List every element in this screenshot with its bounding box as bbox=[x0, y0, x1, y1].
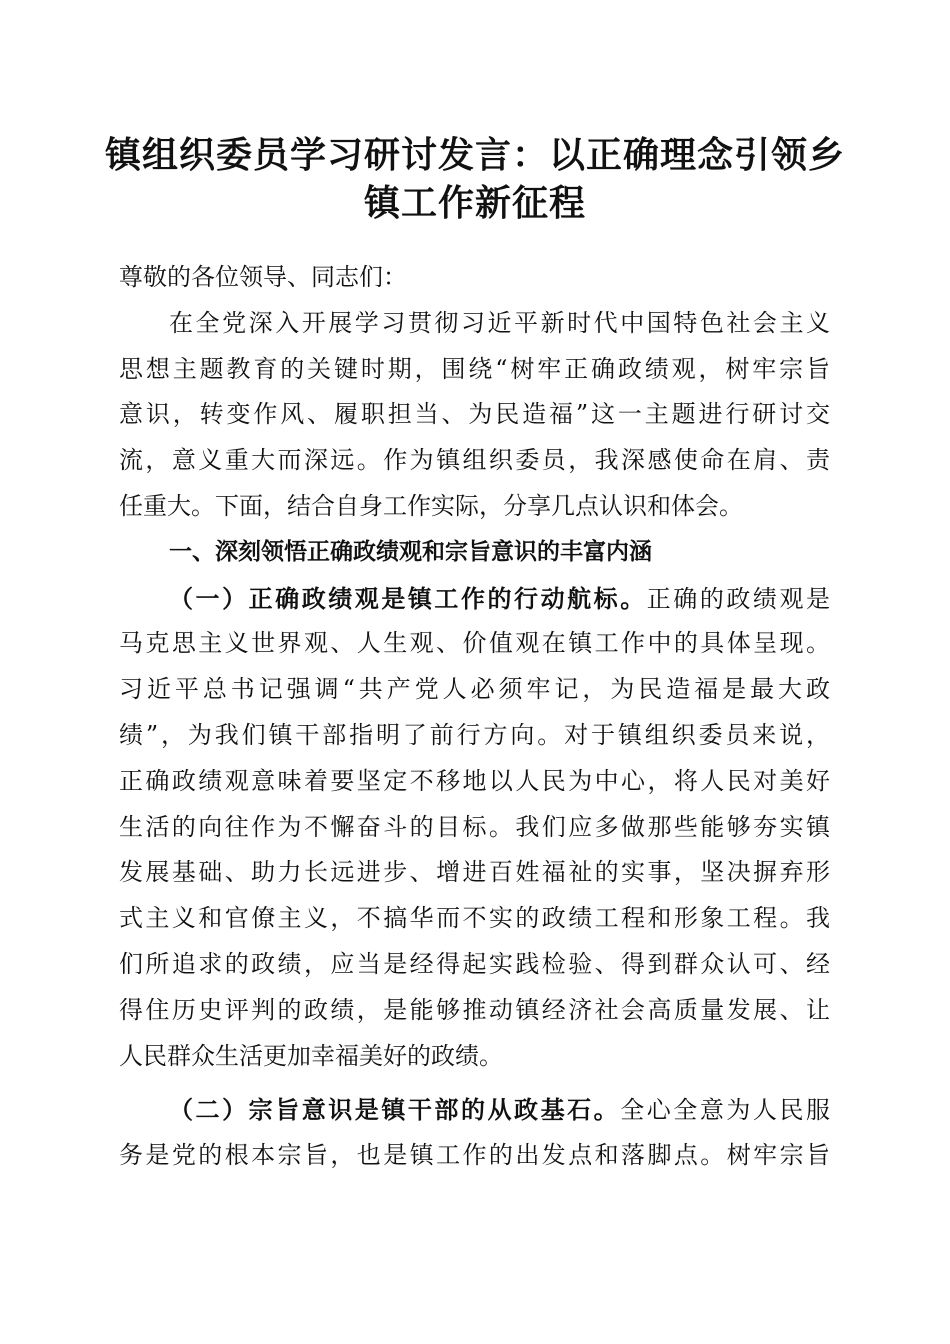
paragraph-line: 流，意义重大而深远。作为镇组织委员，我深感使命在肩、责 bbox=[119, 446, 830, 475]
document-title bbox=[100, 132, 850, 228]
paragraph-line: 人民群众生活更加幸福美好的政绩。 bbox=[119, 1041, 503, 1070]
paragraph-line bbox=[119, 576, 830, 622]
paragraph-line: 生活的向往作为不懈奋斗的目标。我们应多做那些能够夯实镇 bbox=[119, 812, 830, 841]
paragraph-line: 式主义和官僚主义，不搞华而不实的政绩工程和形象工程。我 bbox=[119, 904, 830, 933]
paragraph-line: 正确政绩观意味着要坚定不移地以人民为中心，将人民对美好 bbox=[119, 766, 830, 795]
intro-paragraph bbox=[119, 301, 830, 530]
paragraph-line: 意识，转变作风、履职担当、为民造福”这一主题进行研讨交 bbox=[119, 400, 830, 429]
paragraph-line: 们所追求的政绩，应当是经得起实践检验、得到群众认可、经 bbox=[119, 949, 830, 978]
paragraph-gap bbox=[119, 1079, 830, 1087]
paragraph-line bbox=[119, 1087, 830, 1133]
paragraph-line: 绩”，为我们镇干部指明了前行方向。对于镇组织委员来说， bbox=[119, 720, 830, 749]
paragraph-purpose-awareness bbox=[119, 1087, 830, 1179]
paragraph-line: 习近平总书记强调“共产党人必须牢记，为民造福是最大政 bbox=[119, 675, 830, 704]
subheading: （一）正确政绩观是镇工作的行动航标。 bbox=[169, 583, 647, 613]
salutation: 尊敬的各位领导、同志们： bbox=[119, 263, 407, 291]
title-line-1: 镇组织委员学习研讨发言：以正确理念引领乡 bbox=[104, 135, 845, 176]
paragraph-line: 思想主题教育的关键时期，围绕“树牢正确政绩观，树牢宗旨 bbox=[119, 354, 830, 383]
paragraph-political-achievement bbox=[119, 576, 830, 1080]
subheading: （二）宗旨意识是镇干部的从政基石。 bbox=[169, 1095, 621, 1125]
document-body bbox=[119, 255, 830, 1179]
paragraph-line: 务是党的根本宗旨，也是镇工作的出发点和落脚点。树牢宗旨 bbox=[119, 1141, 830, 1170]
paragraph-line: 得住历史评判的政绩，是能够推动镇经济社会高质量发展、让 bbox=[119, 995, 830, 1024]
section-heading: 一、深刻领悟正确政绩观和宗旨意识的丰富内涵 bbox=[169, 538, 652, 565]
title-line-2: 镇工作新征程 bbox=[363, 183, 586, 224]
paragraph-text: 全心全意为人民服 bbox=[620, 1096, 831, 1125]
paragraph-line: 发展基础、助力长远进步、增进百姓福祉的实事，坚决摒弃形 bbox=[119, 858, 830, 887]
paragraph-line: 在全党深入开展学习贯彻习近平新时代中国特色社会主义 bbox=[169, 308, 830, 337]
paragraph-line: 马克思主义世界观、人生观、价值观在镇工作中的具体呈现。 bbox=[119, 629, 830, 658]
paragraph-line: 任重大。下面，结合自身工作实际，分享几点认识和体会。 bbox=[119, 491, 743, 520]
paragraph-text: 正确的政绩观是 bbox=[646, 584, 830, 613]
